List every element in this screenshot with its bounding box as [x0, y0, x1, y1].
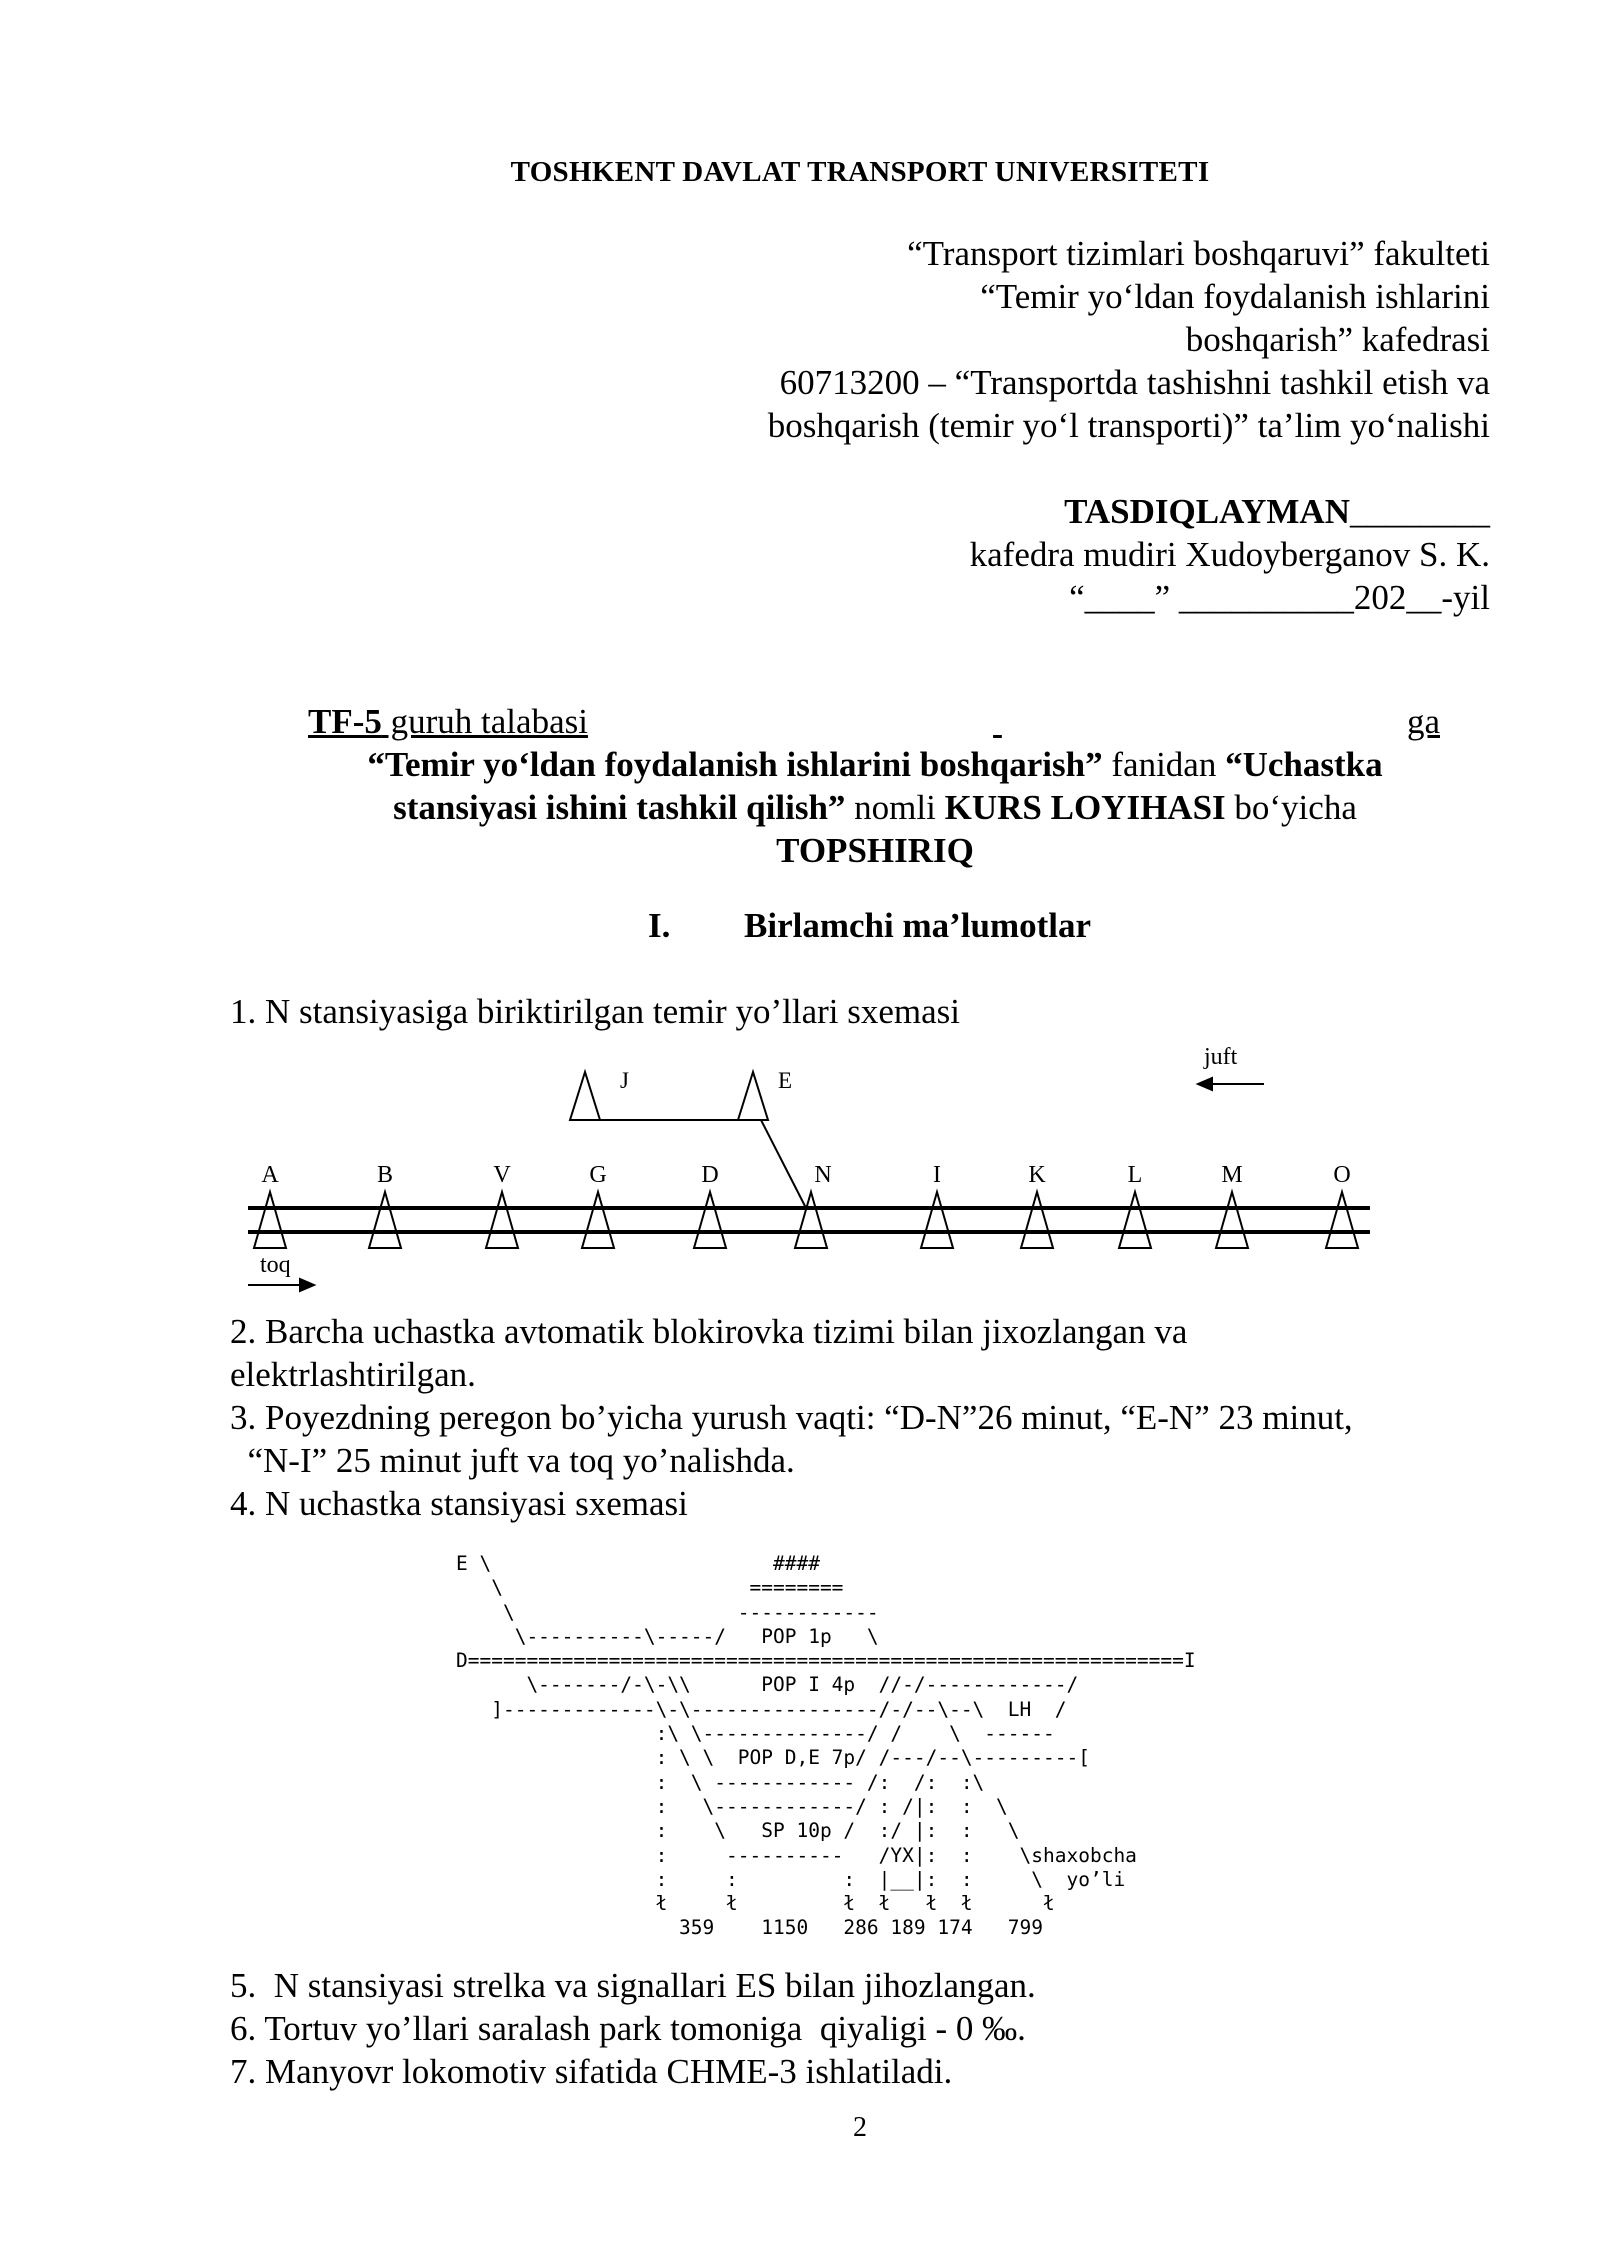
toq-label: toq	[260, 1252, 291, 1278]
subject-name: “Temir yo‘ldan foydalanish ishlarini boshqarish”	[367, 745, 1103, 784]
faculty-line: “Transport tizimlari boshqaruvi” fakulteti	[907, 234, 1490, 273]
toq-arrow	[248, 1279, 314, 1291]
station-label-l: L	[1127, 1162, 1143, 1188]
student-name-blank	[588, 700, 1407, 743]
boyicha-text: bo‘yicha	[1225, 788, 1357, 827]
section-title: Birlamchi ma’lumotlar	[744, 906, 1092, 945]
kurs-loyihasi: KURS LOYIHASI	[944, 788, 1226, 827]
group-code: TF-5	[308, 702, 382, 741]
station-label-a: A	[261, 1162, 279, 1188]
juft-arrow	[1198, 1078, 1264, 1090]
department-line-1: “Temir yo‘ldan foydalanish ishlarini	[980, 277, 1490, 316]
ga-suffix: ga	[1406, 702, 1440, 741]
station-marker-d	[694, 1192, 726, 1248]
station-label-i: I	[933, 1162, 941, 1188]
topic-part-2: stansiyasi ishini tashkil qilish”	[393, 788, 846, 827]
section-number: I.	[648, 906, 671, 945]
subject-line	[230, 743, 1520, 786]
item-2b: elektrlashtirilgan.	[230, 1355, 476, 1394]
department-head: kafedra mudiri Xudoyberganov S. K.	[969, 535, 1490, 574]
station-label-n: N	[814, 1162, 832, 1188]
juft-label: juft	[1204, 1044, 1238, 1070]
item-3a: 3. Poyezdning peregon bo’yicha yurush vaqti: “D-N”26 minut, “E-N” 23 minut,	[230, 1398, 1353, 1437]
stations-group	[254, 1162, 1358, 1248]
station-marker-g	[582, 1192, 614, 1248]
station-marker-n	[795, 1192, 827, 1248]
approval-title-line	[790, 490, 1490, 533]
task-heading	[230, 700, 1520, 872]
station-marker-a	[254, 1192, 286, 1248]
station-e-label: E	[778, 1068, 793, 1093]
program-line-2: boshqarish (temir yo‘l transporti)” ta’lim yo‘nalishi	[767, 406, 1490, 445]
topic-line	[230, 786, 1520, 829]
nomli-text: nomli	[845, 788, 945, 827]
station-e-marker	[738, 1072, 768, 1120]
station-marker-v	[486, 1192, 518, 1248]
station-marker-m	[1216, 1192, 1248, 1248]
station-label-m: M	[1221, 1162, 1243, 1188]
station-label-g: G	[589, 1162, 607, 1188]
student-line	[308, 700, 1440, 743]
signature-blank: ________	[1350, 492, 1490, 531]
topshiriq-title: TOPSHIRIQ	[776, 831, 974, 870]
group-text: guruh talabasi	[381, 702, 588, 741]
approval-title: TASDIQLAYMAN	[1064, 492, 1350, 531]
item-1: 1. N stansiyasiga biriktirilgan temir yo’llari sxemasi	[230, 992, 960, 1031]
station-label-v: V	[493, 1162, 511, 1188]
item-6: 6. Tortuv yo’llari saralash park tomoniga qiyaligi - 0 ‰.	[230, 2009, 1026, 2048]
station-marker-b	[369, 1192, 401, 1248]
approval-date: “____” __________202__-yil	[1069, 578, 1490, 617]
station-scheme: E \ #### \ ======== \ ------------ \----------\-----/ POP 1p \ D=============================================================I \-------/-\-\\ POP I 4p //-/------------/ ]-------------\-\----------------/-/--\--\ LH / :\ \--------------/ / \ ------ : \ \ POP D,E 7p/ /---/--\---------[ : \ ------------ /: /: :\ : \------------/ : /|: : \ : \ SP 10p / :/ |: : \ : ---------- /YX|: : \shaxobcha : : : |__|: : \ yo’li ł ł ł ł ł ł ł 359 1150 286 189 174 799	[456, 1552, 1196, 1940]
topic-part-1: “Uchastka	[1225, 745, 1383, 784]
station-label-o: O	[1333, 1162, 1351, 1188]
item-4: 4. N uchastka stansiyasi sxemasi	[230, 1484, 688, 1523]
station-j-marker	[570, 1072, 600, 1120]
branch-connector	[761, 1120, 806, 1208]
station-marker-i	[921, 1192, 953, 1248]
item-2a: 2. Barcha uchastka avtomatik blokirovka tizimi bilan jixozlangan va	[230, 1312, 1188, 1351]
railway-line-diagram	[230, 1040, 1410, 1300]
station-marker-o	[1326, 1192, 1358, 1248]
station-label-b: B	[376, 1162, 394, 1188]
station-label-d: D	[701, 1162, 719, 1188]
item-3b: “N-I” 25 minut juft va toq yo’nalishda.	[230, 1441, 795, 1480]
station-marker-k	[1021, 1192, 1053, 1248]
fanidan-text: fanidan	[1102, 745, 1226, 784]
faculty-block	[630, 232, 1490, 447]
program-line-1: 60713200 – “Transportda tashishni tashkil etish va	[779, 363, 1490, 402]
page-number: 2	[853, 2112, 867, 2143]
station-j-label: J	[620, 1068, 629, 1093]
station-marker-l	[1119, 1192, 1151, 1248]
department-line-2: boshqarish” kafedrasi	[1185, 320, 1490, 359]
approval-block	[790, 490, 1490, 619]
station-label-k: K	[1028, 1162, 1046, 1188]
item-5: 5. N stansiyasi strelka va signallari ES bilan jihozlangan.	[230, 1966, 1036, 2005]
university-name: TOSHKENT DAVLAT TRANSPORT UNIVERSITETI	[510, 156, 1210, 188]
item-7: 7. Manyovr lokomotiv sifatida CHME-3 ishlatiladi.	[230, 2052, 953, 2091]
